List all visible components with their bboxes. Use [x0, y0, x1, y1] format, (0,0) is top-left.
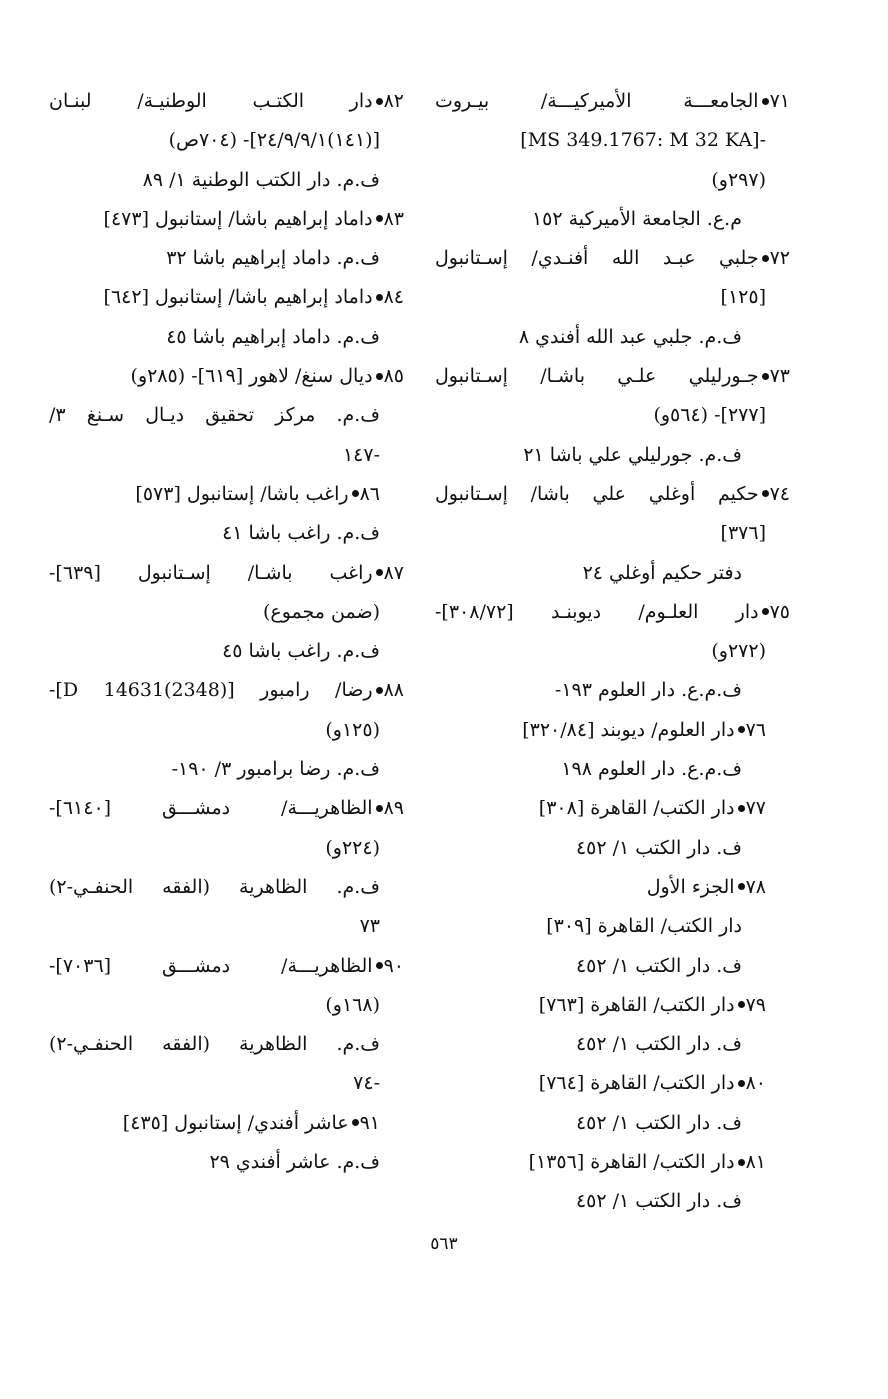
- bullet-icon: [738, 1159, 745, 1166]
- entry-detail-line: [49, 436, 404, 475]
- entry-number: ٨٨: [383, 679, 404, 702]
- entry-heading-line: [435, 868, 790, 907]
- entry-detail-line: [49, 121, 404, 160]
- entry-heading-line: [435, 357, 790, 396]
- entry-detail-line: [49, 161, 404, 200]
- entry-number: ٨١: [745, 1151, 766, 1174]
- entry-text: ف.م. دار الكتب الوطنية ١/ ٨٩: [142, 168, 380, 191]
- entry-detail-line: [435, 1104, 790, 1143]
- entry-heading-line: [435, 986, 790, 1025]
- entry-text: رضا/ رامبور [D 14631(2348)]-: [49, 679, 373, 702]
- entry-text: ف.م. رضا برامبور ٣/ ١٩٠-: [171, 758, 380, 781]
- entry-text: ف.م. جلبي عبد الله أفندي ٨: [518, 325, 742, 348]
- entry-detail-line: [435, 1182, 790, 1221]
- entry-detail-line: [49, 632, 404, 671]
- entry-detail-line: [435, 278, 790, 317]
- entry-detail-line: [435, 671, 790, 710]
- entry-number: ٧٥: [769, 600, 790, 623]
- entry-heading-line: [435, 1143, 790, 1182]
- entry-detail-line: [49, 986, 404, 1025]
- entry-text: دار الكتب/ القاهرة [٣٠٨]: [538, 797, 735, 820]
- entry-detail-line: [49, 514, 404, 553]
- entry-detail-line: [435, 907, 790, 946]
- entry-text: عاشر أفندي/ إستانبول [٤٣٥]: [122, 1111, 349, 1134]
- entry-text: ف.م. راغب باشا ٤٥: [222, 640, 380, 663]
- entry-number: ٨٧: [383, 561, 404, 584]
- entry-detail-line: [435, 554, 790, 593]
- entry-heading-line: [435, 789, 790, 828]
- bullet-icon: [762, 608, 769, 615]
- entry-heading-line: [435, 239, 790, 278]
- entry-text: (٢٧٢و): [711, 640, 766, 663]
- entry-detail-line: [435, 750, 790, 789]
- entry-heading-line: [49, 947, 404, 986]
- left-column: [49, 82, 404, 1182]
- bullet-icon: [376, 962, 383, 969]
- entry-text: دار الكتب/ القاهرة [٧٦٣]: [538, 993, 735, 1016]
- bullet-icon: [352, 1119, 359, 1126]
- entry-detail-line: [435, 121, 790, 160]
- entry-text: (١٦٨و): [325, 993, 380, 1016]
- bullet-icon: [762, 373, 769, 380]
- entry-text: (١٢٥و): [325, 718, 380, 741]
- entry-detail-line: [435, 514, 790, 553]
- entry-text: ف. دار الكتب ١/ ٤٥٢: [575, 836, 742, 859]
- entry-detail-line: [435, 947, 790, 986]
- entry-text: ف.م.ع. دار العلوم ١٩٣-: [554, 679, 742, 702]
- page-number: ٥٦٣: [430, 1234, 458, 1254]
- bullet-icon: [352, 490, 359, 497]
- entry-heading-line: [435, 82, 790, 121]
- bullet-icon: [738, 805, 745, 812]
- entry-text: -١٤٧: [342, 443, 380, 466]
- entry-heading-line: [49, 554, 404, 593]
- entry-detail-line: [49, 868, 404, 907]
- entry-number: ٧٩: [745, 993, 766, 1016]
- entry-text: ف.م. عاشر أفندي ٢٩: [209, 1151, 380, 1174]
- entry-number: ٨٩: [383, 797, 404, 820]
- entry-heading-line: [49, 789, 404, 828]
- entry-detail-line: [49, 1143, 404, 1182]
- entry-text: داماد إبراهيم باشا/ إستانبول [٤٧٣]: [103, 207, 373, 230]
- bullet-icon: [738, 726, 745, 733]
- entry-number: ٩١: [359, 1111, 380, 1134]
- entry-number: ٨٣: [383, 207, 404, 230]
- entry-text: ف.م.ع. دار العلوم ١٩٨: [561, 758, 742, 781]
- entry-text: ف.م. مركز تحقيق ديـال سـنغ ٣/: [49, 404, 380, 427]
- entry-text: داماد إبراهيم باشا/ إستانبول [٦٤٢]: [103, 286, 373, 309]
- entry-text: جـورليلي علـي باشـا/ إسـتانبول: [435, 365, 759, 388]
- entry-detail-line: [435, 200, 790, 239]
- entry-number: ٨٦: [359, 482, 380, 505]
- entry-text: ف.م. الظاهرية (الفقه الحنفـي-٢): [49, 1033, 380, 1056]
- entry-text: ف.م. داماد إبراهيم باشا ٤٥: [166, 325, 380, 348]
- entry-detail-line: [435, 1025, 790, 1064]
- entry-text: دار الكتب/ القاهرة [٣٠٩]: [546, 915, 742, 938]
- entry-text: (٢٩٧و): [711, 168, 766, 191]
- entry-text: ف. دار الكتب ١/ ٤٥٢: [575, 954, 742, 977]
- entry-heading-line: [49, 671, 404, 710]
- entry-detail-line: [435, 318, 790, 357]
- bullet-icon: [376, 98, 383, 105]
- entry-text: ف.م. داماد إبراهيم باشا ٣٢: [166, 247, 380, 270]
- entry-heading-line: [435, 475, 790, 514]
- entry-detail-line: [49, 318, 404, 357]
- bullet-icon: [762, 98, 769, 105]
- entry-heading-line: [49, 357, 404, 396]
- entry-heading-line: [435, 1064, 790, 1103]
- entry-text: [١٢٥]: [720, 286, 766, 309]
- bullet-icon: [376, 294, 383, 301]
- entry-text: راغب باشا/ إستانبول [٥٧٣]: [135, 482, 349, 505]
- entry-number: ٩٠: [383, 954, 404, 977]
- entry-text: ٧٣: [359, 915, 380, 938]
- entry-number: ٨٤: [383, 286, 404, 309]
- entry-number: ٧٨: [745, 875, 766, 898]
- entry-text: [٣٧٦]: [720, 522, 766, 545]
- entry-detail-line: [49, 396, 404, 435]
- bullet-icon: [738, 1001, 745, 1008]
- entry-number: ٨٠: [745, 1072, 766, 1095]
- entry-text: ديال سنغ/ لاهور [٦١٩]- (٢٨٥و): [130, 365, 373, 388]
- entry-text: ف. دار الكتب ١/ ٤٥٢: [575, 1033, 742, 1056]
- entry-heading-line: [49, 200, 404, 239]
- entry-text: م.ع. الجامعة الأميركية ١٥٢: [531, 207, 742, 230]
- entry-number: ٧٣: [769, 365, 790, 388]
- bullet-icon: [762, 255, 769, 262]
- entry-heading-line: [49, 82, 404, 121]
- bullet-icon: [376, 373, 383, 380]
- entry-text: دار العلوم/ ديوبند [٣٢٠/٨٤]: [522, 718, 735, 741]
- entry-number: ٧٢: [769, 247, 790, 270]
- entry-heading-line: [49, 278, 404, 317]
- entry-text: دار الكتـب الوطنيـة/ لبنـان: [49, 90, 373, 112]
- entry-number: ٧٤: [769, 482, 790, 505]
- entry-detail-line: [49, 593, 404, 632]
- bullet-icon: [762, 490, 769, 497]
- entry-text: دار الكتب/ القاهرة [٧٦٤]: [538, 1072, 735, 1095]
- entry-detail-line: [435, 632, 790, 671]
- entry-detail-line: [49, 750, 404, 789]
- entry-text: ف.م. جورليلي علي باشا ٢١: [523, 443, 742, 466]
- entry-detail-line: [49, 829, 404, 868]
- entry-detail-line: [49, 1025, 404, 1064]
- entry-text: -[MS 349.1767: M 32 KA]: [520, 129, 766, 152]
- bullet-icon: [376, 805, 383, 812]
- entry-text: دفتر حكيم أوغلي ٢٤: [582, 561, 742, 584]
- entry-detail-line: [49, 239, 404, 278]
- entry-text: [(١٤١)٢٤/٩/٩/١]- (٧٠٤ص): [168, 129, 380, 152]
- entry-detail-line: [435, 161, 790, 200]
- bullet-icon: [738, 883, 745, 890]
- entry-number: ٨٥: [383, 365, 404, 388]
- entry-text: الظاهريـــة/ دمشـــق [٧٠٣٦]-: [49, 954, 373, 977]
- bullet-icon: [738, 1080, 745, 1087]
- entry-heading-line: [435, 711, 790, 750]
- entry-text: حكيم أوغلي علي باشا/ إسـتانبول: [435, 482, 759, 505]
- entry-detail-line: [435, 829, 790, 868]
- entry-text: راغب باشـا/ إسـتانبول [٦٣٩]-: [49, 561, 373, 584]
- entry-text: ف. دار الكتب ١/ ٤٥٢: [575, 1190, 742, 1213]
- bullet-icon: [376, 569, 383, 576]
- entry-text: ف. دار الكتب ١/ ٤٥٢: [575, 1111, 742, 1134]
- entry-text: دار العلـوم/ ديوبنـد [٣٠٨/٧٢]-: [435, 600, 759, 623]
- entry-detail-line: [435, 396, 790, 435]
- entry-detail-line: [435, 436, 790, 475]
- entry-heading-line: [435, 593, 790, 632]
- bullet-icon: [376, 687, 383, 694]
- entry-heading-line: [49, 475, 404, 514]
- entry-number: ٨٢: [383, 90, 404, 112]
- entry-text: (٢٢٤و): [325, 836, 380, 859]
- entry-text: ف.م. الظاهرية (الفقه الحنفـي-٢): [49, 875, 380, 898]
- entry-text: الجامعـــة الأميركيـــة/ بيـروت: [435, 90, 759, 112]
- entry-text: دار الكتب/ القاهرة [١٣٥٦]: [528, 1151, 735, 1174]
- entry-number: ٧٦: [745, 718, 766, 741]
- entry-detail-line: [49, 907, 404, 946]
- entry-text: ف.م. راغب باشا ٤١: [222, 522, 380, 545]
- entry-number: ٧١: [769, 90, 790, 112]
- entry-heading-line: [49, 1104, 404, 1143]
- entry-text: -٧٤: [353, 1072, 380, 1095]
- bullet-icon: [376, 215, 383, 222]
- entry-text: (ضمن مجموع): [262, 600, 380, 623]
- entry-text: جلبي عبـد الله أفنـدي/ إسـتانبول: [435, 247, 759, 270]
- entry-text: الجزء الأول: [646, 875, 735, 898]
- right-column: [435, 82, 790, 1222]
- entry-text: الظاهريـــة/ دمشـــق [٦١٤٠]-: [49, 797, 373, 820]
- entry-text: [٢٧٧]- (٥٦٤و): [653, 404, 766, 427]
- entry-detail-line: [49, 711, 404, 750]
- entry-number: ٧٧: [745, 797, 766, 820]
- entry-detail-line: [49, 1064, 404, 1103]
